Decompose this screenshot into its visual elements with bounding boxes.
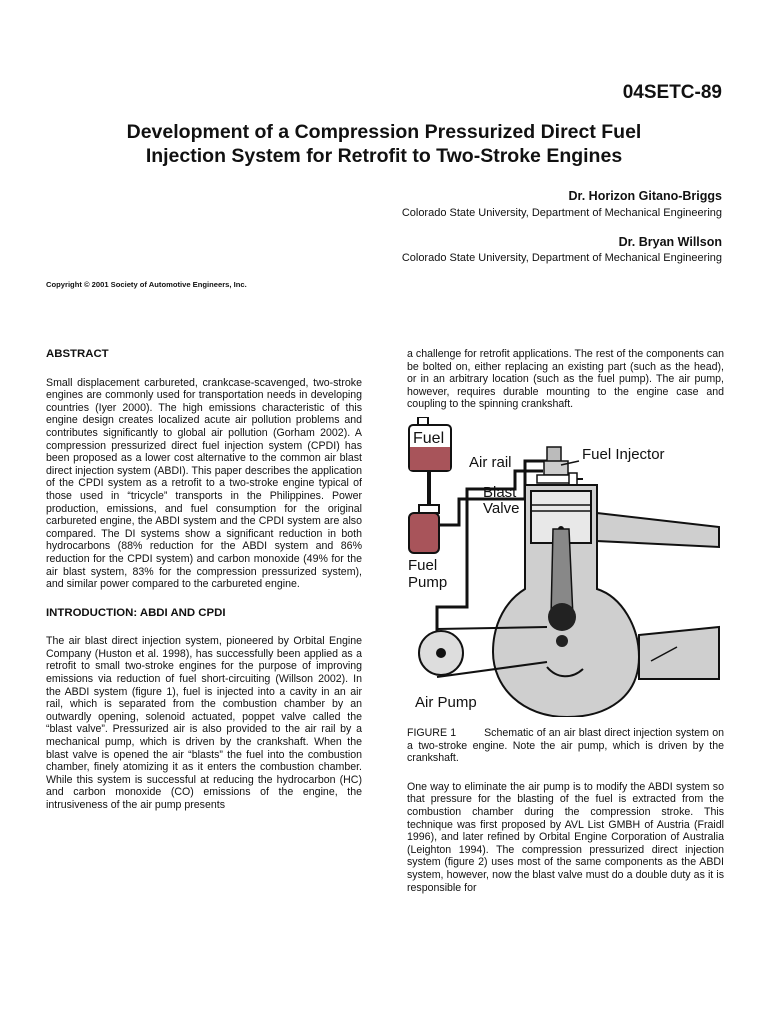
fuel-tank-label: Fuel (413, 429, 445, 447)
figure-1-schematic (407, 417, 724, 717)
fuel-pump-label-line-1: Fuel (408, 556, 438, 574)
fuel-injector-label: Fuel Injector (582, 445, 665, 463)
figure-1-caption-label: FIGURE 1 (407, 726, 457, 739)
author-name-2: Dr. Bryan Willson (618, 235, 722, 249)
figure-1-caption (407, 727, 724, 765)
title-line-2: Injection System for Retrofit to Two-Stroke Engines (145, 145, 623, 167)
engine-schematic-diagram (407, 417, 724, 717)
left-column (46, 348, 362, 828)
cpdi-description-text: One way to eliminate the air pump is to modify the ABDI system so that pressure for the blasting of the fuel is extracted from the combustion chamber during the compression stroke. This technique was first proposed by AVL List GMBH of Austria (Fraidl 1996), and later refined by Orbital Engine Corporation of Australia (Leighton 1994). The compression pressurized direct injection system (figure 2) uses most of the same components as the ABDI system, however, now the blast valve must do a double duty as it is responsible for (407, 780, 724, 894)
fuel-pump (408, 505, 447, 591)
right-column (407, 348, 724, 910)
title-line-1: Development of a Compression Pressurized Direct Fuel (126, 121, 642, 143)
fuel-pump-label-line-2: Pump (408, 573, 448, 591)
engine-block (493, 485, 719, 717)
author-name-1: Dr. Horizon Gitano-Briggs (568, 189, 722, 203)
copyright-notice: Copyright © 2001 Society of Automotive Engineers, Inc. (46, 280, 247, 289)
blast-valve-label-line-1: Blast (483, 483, 517, 501)
blast-valve-label-line-2: Valve (483, 499, 520, 517)
author-affiliation-1: Colorado State University, Department of Mechanical Engineering (401, 207, 722, 219)
fuel-tank (409, 417, 451, 471)
introduction-heading: INTRODUCTION: ABDI AND CPDI (46, 606, 226, 619)
abstract-text: Small displacement carbureted, crankcase-scavenged, two-stroke engines are commonly used for transportation needs in developing countries (Iyer 2000). The high emissions characteristic of this engine design creates localized acute air pollution problems and contributes significantly to global air pollution (Gorham 2002). A compression pressurized direct fuel injection system (CPDI) has been proposed as a lower cost alternative to the common air blast direct injection system (ABDI). This paper describes the application of the CPDI system as a retrofit to a two-stroke engine typical of those used in “tricycle” transports in the Philippines. Power production, emissions, and fuel consumption for the original carbureted engine, the ABDI system and the CPDI system are also compared. The DI systems show a significant reduction in both hydrocarbons (88% reduction for the ABDI system and 86% reduction for the CPDI system) and carbon monoxide (49% for the air blast system, 83% for the compression pressurized system), and similar power compared to the carbureted engine. (46, 376, 362, 591)
introduction-text: The air blast direct injection system, pioneered by Orbital Engine Company (Huston et al. 1998), has successfully been applied as a retrofit to small two-stroke engines for the purpose of improving emissions via reduction of fuel short-circuiting (Willson 2002). In the ABDI system (figure 1), fuel is injected into a cavity in an air rail, which is separated from the combustion chamber by an outwardly opening, solenoid actuated, poppet valve called the “blast valve”. Pressurized air is also provided to the air rail by a mechanical pump, which is driven by the crankshaft. When the blast valve is opened the air “blasts” the fuel into the combustion chamber, finely atomizing it as it enters the combustion chamber. While this system is successful at reducing the hydrocarbon (HC) and carbon monoxide (CO) emissions of the engine, the intrusiveness of the air pump presents (46, 635, 362, 811)
air-rail-label: Air rail (469, 453, 512, 471)
paper-title (40, 120, 728, 168)
author-affiliation-2: Colorado State University, Department of Mechanical Engineering (401, 252, 722, 264)
figure-1-caption-text: Schematic of an air blast direct injection system on a two-stroke engine. Note the air pump, which is driven by the crankshaft. (407, 726, 724, 765)
abstract-heading: ABSTRACT (46, 348, 109, 360)
paper-code: 04SETC-89 (622, 82, 722, 103)
air-pump-label: Air Pump (415, 693, 477, 711)
introduction-continued-text: a challenge for retrofit applications. The rest of the components can be bolted on, either replacing an existing part (such as the head), or in an arbitrary location (such as the fuel pump). The air pump, however, requires durable mounting to the engine case and coupling to the spinning crankshaft. (407, 348, 724, 411)
